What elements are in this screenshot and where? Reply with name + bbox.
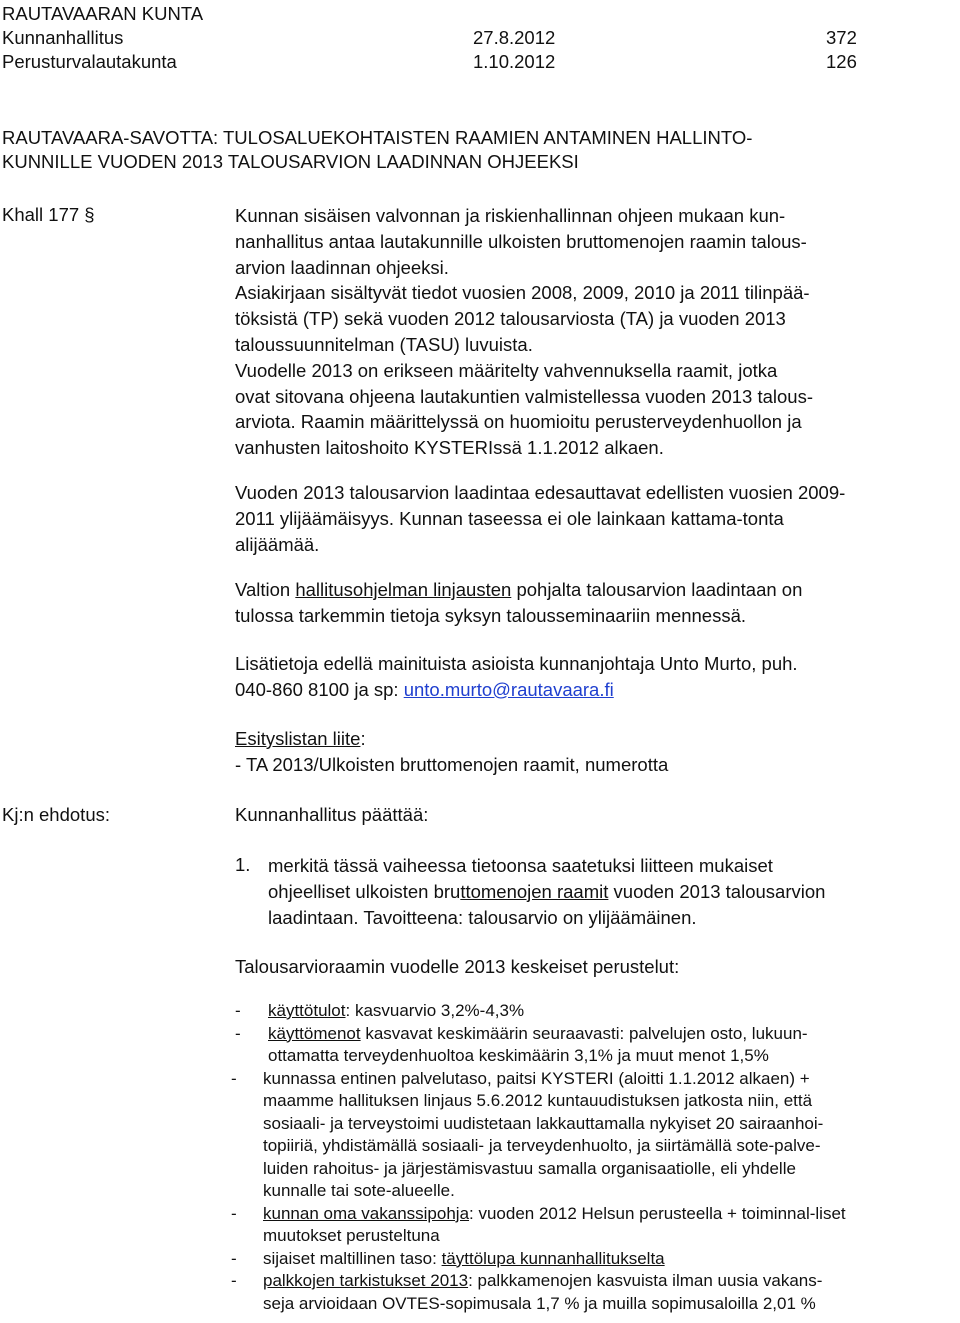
bullet-text: : vuoden 2012 Helsun perusteella + toiminnal-liset xyxy=(469,1203,846,1223)
header-date-2: 1.10.2012 xyxy=(473,51,556,72)
proposal-text: vuoden 2013 talousarvion xyxy=(608,880,826,902)
bullet-underlined: palkkojen tarkistukset 2013 xyxy=(263,1271,469,1290)
surplus-line: alijäämää. xyxy=(235,533,320,555)
bullet-text: sosiaali- ja terveystoimi uudistetaan lakkauttamalla nykyiset 20 sairaanhoi- xyxy=(263,1113,824,1133)
government-text: tulossa tarkemmin tietoja syksyn talousseminaariin mennessä. xyxy=(235,604,747,626)
intro-line: Vuodelle 2013 on erikseen määritelty vahvennuksella raamit, jotka xyxy=(235,359,778,381)
surplus-paragraph xyxy=(235,480,845,557)
government-program-underlined: hallitusohjelman linjausten xyxy=(295,579,512,600)
header-page-2: 126 xyxy=(826,51,857,72)
proposal-item-number: 1. xyxy=(235,854,251,875)
bullet-item xyxy=(231,1270,846,1315)
section-label: Khall 177 § xyxy=(2,204,95,225)
bullet-text: : kasvuarvio 3,2%-4,3% xyxy=(345,1001,525,1020)
proposal-item xyxy=(268,853,825,930)
bullet-text: sijaiset maltillinen taso: xyxy=(263,1248,442,1268)
bullet-text: muutokset perusteltuna xyxy=(263,1226,440,1245)
government-paragraph xyxy=(235,577,802,629)
intro-line: vanhusten laitoshoito KYSTERIssä 1.1.2012 alkaen. xyxy=(235,437,664,459)
surplus-line: Vuoden 2013 talousarvion laadintaa edesauttavat edellisten vuosien 2009- xyxy=(235,482,846,503)
bullet-dash: - xyxy=(235,1001,241,1020)
intro-line: Asiakirjaan sisältyvät tiedot vuosien 2008, 2009, 2010 ja 2011 tilinpää- xyxy=(235,282,810,304)
document-title-line-1: RAUTAVAARA-SAVOTTA: TULOSALUEKOHTAISTEN RAAMIEN ANTAMINEN HALLINTO- xyxy=(2,127,753,148)
header-body-1: Kunnanhallitus xyxy=(2,27,124,48)
intro-line: nanhallitus antaa lautakunnille ulkoisten bruttomenojen raamin talous- xyxy=(235,230,807,252)
intro-line: Kunnan sisäisen valvonnan ja riskienhallinnan ohjeen mukaan kun- xyxy=(235,205,786,226)
bullet-text: kunnalle tai sote-alueelle. xyxy=(263,1181,455,1200)
surplus-line: 2011 ylijäämäisyys. Kunnan taseessa ei ole lainkaan kattama-tonta xyxy=(235,507,784,529)
contact-text: 040-860 8100 ja sp: xyxy=(235,678,404,700)
bullet-underlined: kunnan oma vakanssipohja xyxy=(263,1203,470,1223)
basics-heading: Talousarvioraamin vuodelle 2013 keskeiset perustelut: xyxy=(235,956,680,977)
proposal-line: laadintaan. Tavoitteena: talousarvio on ylijäämäinen. xyxy=(268,906,697,928)
intro-paragraph xyxy=(235,203,813,461)
attachment-block xyxy=(235,726,668,778)
bullet-underlined: täyttölupa kunnanhallitukselta xyxy=(441,1248,665,1268)
header-date-1: 27.8.2012 xyxy=(473,27,556,48)
government-text: pohjalta talousarvion laadintaan on xyxy=(511,579,803,600)
bullet-text: luiden rahoitus- ja järjestämisvastuu samalla organisaatiolle, eli yhdelle xyxy=(263,1158,796,1178)
proposal-line: merkitä tässä vaiheessa tietoonsa saatetuksi liitteen mukaiset xyxy=(268,855,773,876)
municipality-name: RAUTAVAARAN KUNTA xyxy=(2,3,204,24)
intro-line: taloussuunnitelman (TASU) luvuista. xyxy=(235,333,533,355)
intro-line: töksistä (TP) sekä vuoden 2012 talousarviosta (TA) ja vuoden 2013 xyxy=(235,308,786,330)
bullet-dash: - xyxy=(231,1068,237,1088)
bullet-text: maamme hallituksen linjaus 5.6.2012 kuntauudistuksen jatkosta niin, että xyxy=(263,1091,813,1110)
bullet-text: kunnassa entinen palvelutaso, paitsi KYSTERI (aloitti 1.1.2012 alkaen) + xyxy=(263,1068,810,1088)
bullet-text: topiiriä, yhdistämällä sosiaali- ja terveydenhuolto, ja siirtämällä sote-palve- xyxy=(263,1136,821,1155)
board-decides: Kunnanhallitus päättää: xyxy=(235,804,429,825)
bullet-underlined: käyttötulot xyxy=(268,1001,346,1020)
bullet-underlined: käyttömenot xyxy=(268,1023,361,1043)
attachment-colon: : xyxy=(360,728,366,749)
contact-text: Lisätietoja edellä mainituista asioista kunnanjohtaja Unto Murto, puh. xyxy=(235,653,798,674)
header-page-1: 372 xyxy=(826,27,857,48)
proposal-text: ohjeelliset ulkoisten bru xyxy=(268,880,461,902)
bullet-text: ottamatta terveydenhuoltoa keskimäärin 3,1% ja muut menot 1,5% xyxy=(268,1046,769,1065)
header-body-2: Perusturvalautakunta xyxy=(2,51,177,72)
bullet-item xyxy=(231,1248,846,1271)
bullet-dash: - xyxy=(231,1203,237,1223)
intro-line: ovat sitovana ohjeena lautakuntien valmistellessa vuoden 2013 talous- xyxy=(235,385,813,407)
bullet-text: : palkkamenojen kasvuista ilman uusia vakans- xyxy=(468,1271,823,1290)
bullet-dash: - xyxy=(231,1271,237,1290)
document-title-line-2: KUNNILLE VUODEN 2013 TALOUSARVION LAADINNAN OHJEEKSI xyxy=(2,151,579,172)
attachment-item: - TA 2013/Ulkoisten bruttomenojen raamit, numerotta xyxy=(235,753,669,775)
bullet-item xyxy=(235,1000,846,1023)
basics-bullet-list xyxy=(231,1000,846,1315)
bullet-item xyxy=(231,1203,846,1248)
bullet-text: kasvavat keskimäärin seuraavasti: palvelujen osto, lukuun- xyxy=(360,1023,808,1043)
government-text: Valtion xyxy=(235,579,296,600)
bullet-dash: - xyxy=(231,1248,237,1268)
bullet-text: seja arvioidaan OVTES-sopimusala 1,7 % ja muilla sopimusaloilla 2,01 % xyxy=(263,1293,816,1313)
proposal-label: Kj:n ehdotus: xyxy=(2,804,110,825)
contact-paragraph xyxy=(235,651,798,703)
bullet-item xyxy=(231,1068,846,1203)
intro-line: arvion laadinnan ohjeeksi. xyxy=(235,256,449,278)
bullet-dash: - xyxy=(235,1023,241,1043)
bullet-item xyxy=(235,1023,846,1068)
intro-line: arviota. Raamin määrittelyssä on huomioitu perusterveydenhuollon ja xyxy=(235,411,802,433)
attachment-label: Esityslistan liite xyxy=(235,728,361,749)
email-link[interactable]: unto.murto@rautavaara.fi xyxy=(403,678,614,700)
proposal-underlined: ttomenojen raamit xyxy=(460,880,609,902)
